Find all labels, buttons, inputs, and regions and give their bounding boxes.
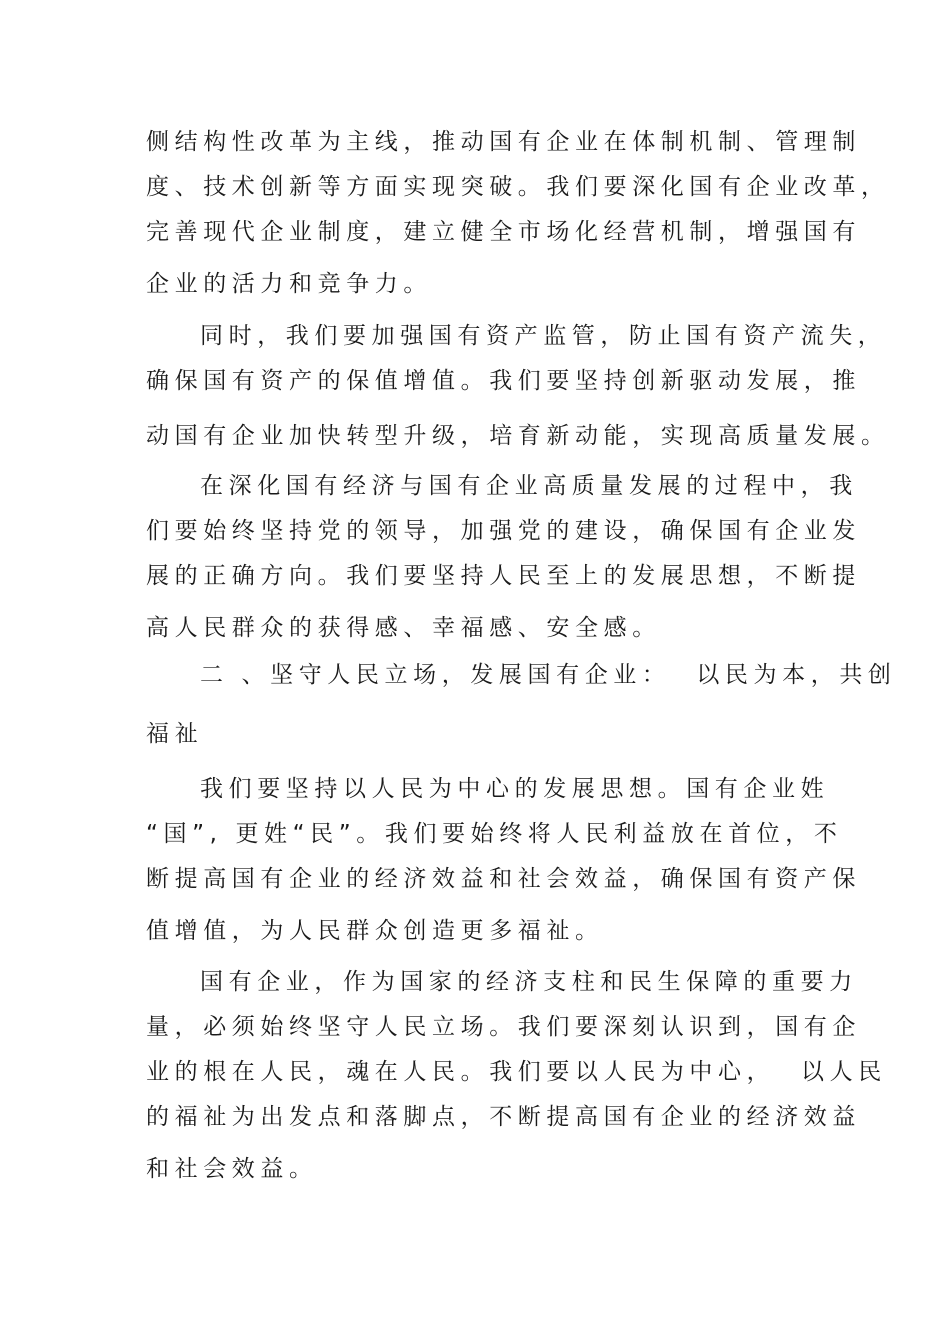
text-line: 完善现代企业制度，建立健全市场化经营机制，增强国有 (146, 219, 861, 245)
text-line: “国”, 更姓“民”。我们要始终将人民利益放在首位，不 (146, 821, 843, 847)
text-line: 量，必须始终坚守人民立场。我们要深刻认识到，国有企 (146, 1014, 861, 1040)
text-line: 业的根在人民，魂在人民。我们要以人民为中心， 以人民 (146, 1059, 887, 1085)
paragraph-first-line: 同时，我们要加强国有资产监管，防止国有资产流失， (200, 323, 887, 349)
text-line: 的福祉为出发点和落脚点，不断提高国有企业的经济效益 (146, 1104, 861, 1130)
text-line: 高人民群众的获得感、幸福感、安全感。 (146, 615, 661, 641)
paragraph-first-line: 在深化国有经济与国有企业高质量发展的过程中，我 (200, 473, 858, 499)
text-line: 和社会效益。 (146, 1156, 318, 1182)
section-heading: 二 、坚守人民立场，发展国有企业： 以民为本，共创 (200, 662, 897, 688)
section-heading-continued: 福祉 (146, 721, 204, 747)
text-line: 动国有企业加快转型升级，培育新动能，实现高质量发展。 (146, 423, 890, 449)
text-line: 企业的活力和竞争力。 (146, 271, 432, 297)
text-line: 侧结构性改革为主线，推动国有企业在体制机制、管理制 (146, 129, 861, 155)
text-line: 断提高国有企业的经济效益和社会效益，确保国有资产保 (146, 866, 861, 892)
text-line: 值增值，为人民群众创造更多福祉。 (146, 918, 604, 944)
text-line: 们要始终坚持党的领导，加强党的建设，确保国有企业发 (146, 518, 861, 544)
text-line: 展的正确方向。我们要坚持人民至上的发展思想，不断提 (146, 563, 861, 589)
paragraph-first-line: 国有企业，作为国家的经济支柱和民生保障的重要力 (200, 969, 858, 995)
paragraph-first-line: 我们要坚持以人民为中心的发展思想。国有企业姓 (200, 776, 830, 802)
text-line: 度、技术创新等方面实现突破。我们要深化国有企业改革， (146, 174, 890, 200)
text-line: 确保国有资产的保值增值。我们要坚持创新驱动发展，推 (146, 368, 861, 394)
